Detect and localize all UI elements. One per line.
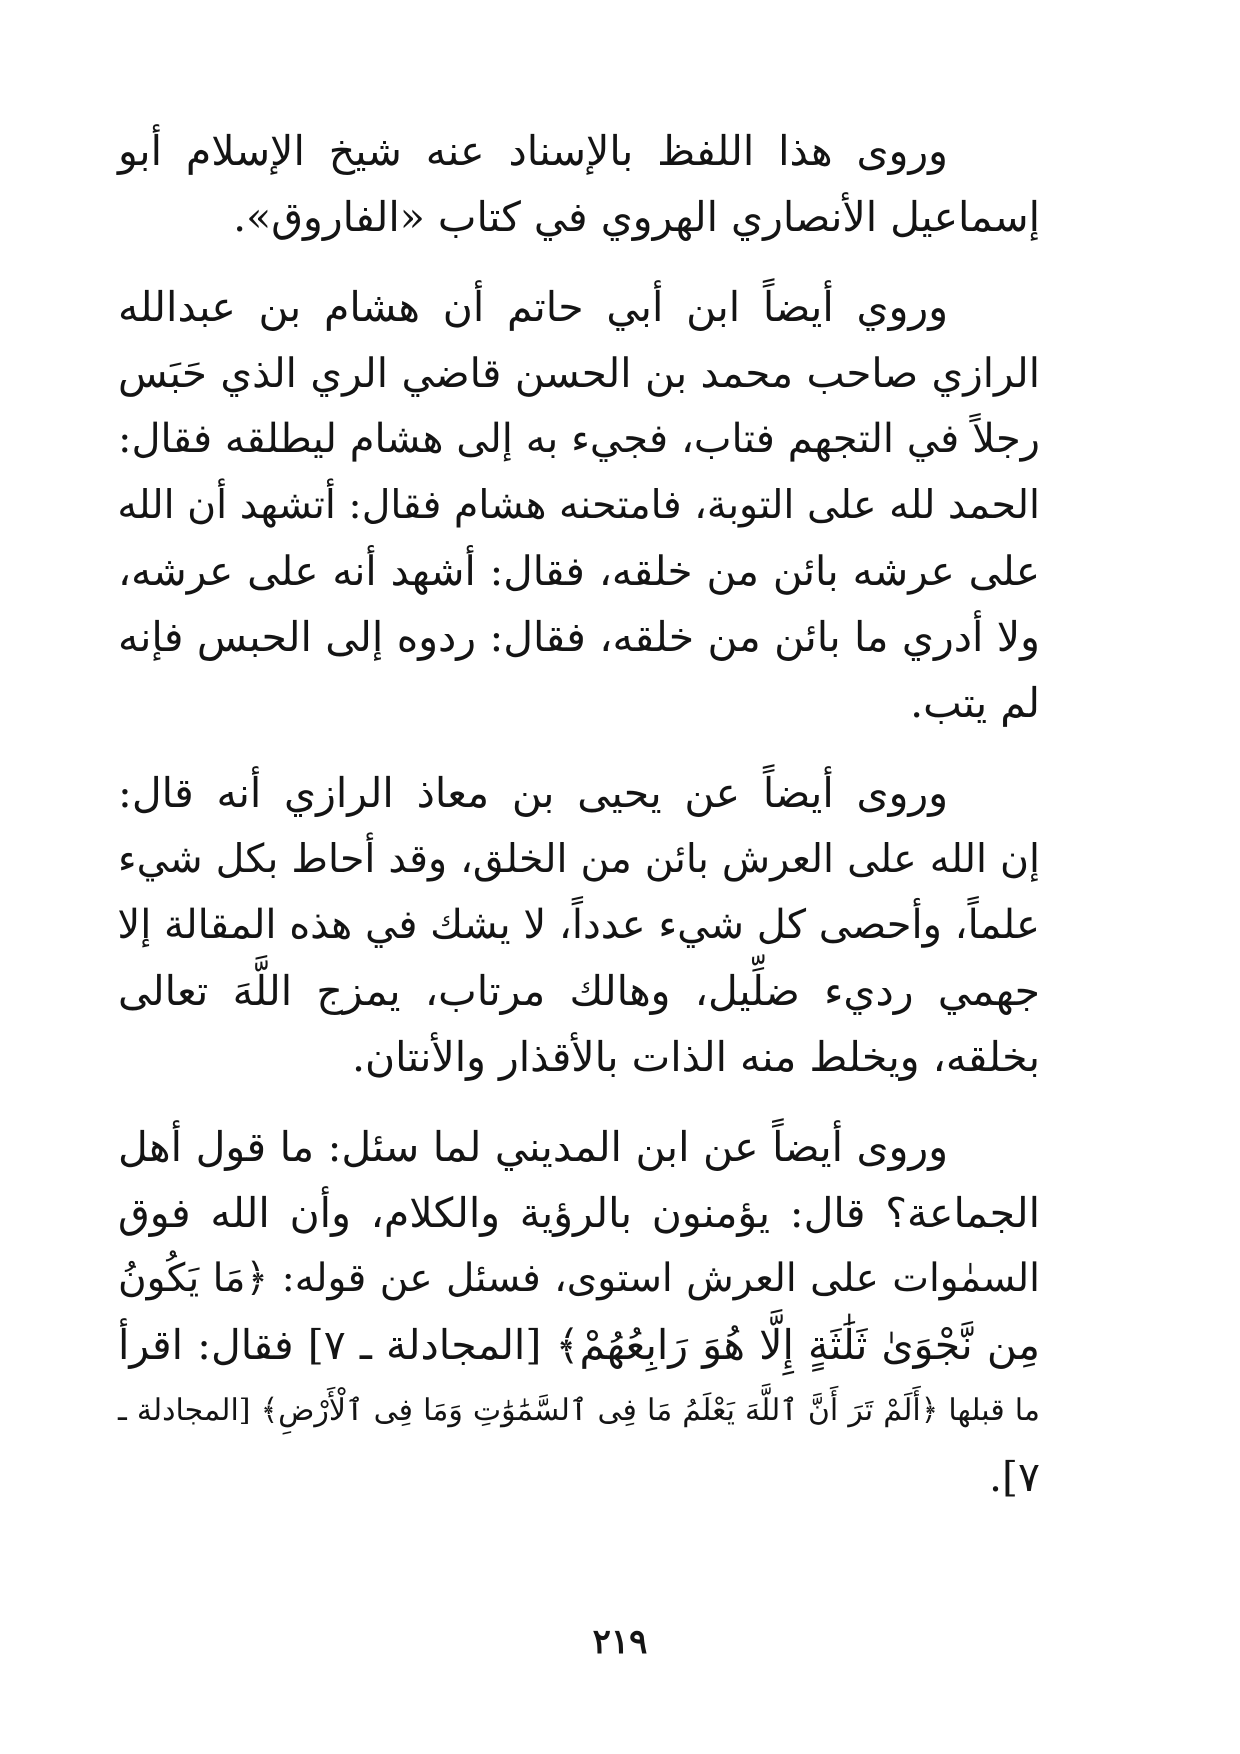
text-line: إسماعيل الأنصاري الهروي في كتاب «الفاروق».	[233, 193, 1040, 241]
text-body	[118, 118, 1040, 1534]
paragraph-4	[118, 1114, 1040, 1510]
quran-verse-line: ما قبلها ﴿أَلَمْ تَرَ أَنَّ ٱللَّهَ يَعْلَمُ مَا فِى ٱلسَّمَٰوَٰتِ وَمَا فِى ٱلْأَرْضِ﴾ [المجادلة ـ	[118, 1393, 1040, 1428]
text-line: وروى أيضاً عن ابن المديني لما سئل: ما قول أهل	[118, 1123, 948, 1171]
text-line: السمٰوات على العرش استوى، فسئل عن قوله: ﴿مَا يَكُونُ	[118, 1256, 1040, 1301]
text-line: لم يتب.	[910, 679, 1040, 727]
page-number: ٢١٩	[592, 1622, 648, 1662]
paragraph-3	[118, 760, 1040, 1090]
paragraph-2	[118, 274, 1040, 736]
text-line: ولا أدري ما بائن من خلقه، فقال: ردوه إلى الحبس فإنه	[118, 613, 1040, 661]
paragraph-1	[118, 118, 1040, 250]
quran-verse-line: مِن نَّجْوَىٰ ثَلَٰثَةٍ إِلَّا هُوَ رَابِعُهُمْ﴾ [المجادلة ـ ٧] فقال: اقرأ	[118, 1321, 1040, 1369]
text-line: وروى أيضاً عن يحيى بن معاذ الرازي أنه قال:	[118, 769, 948, 817]
text-line: بخلقه، ويخلط منه الذات بالأقذار والأنتان.	[351, 1033, 1040, 1081]
text-line: على عرشه بائن من خلقه، فقال: أشهد أنه على عرشه،	[118, 547, 1040, 595]
text-line: وروي أيضاً ابن أبي حاتم أن هشام بن عبدالله	[118, 283, 948, 331]
text-line: رجلاً في التجهم فتاب، فجيء به إلى هشام ليطلقه فقال:	[118, 416, 1040, 462]
text-line: وروى هذا اللفظ بالإسناد عنه شيخ الإسلام أبو	[118, 127, 948, 175]
text-line: جهمي رديء ضلِّيل، وهالك مرتاب، يمزج اللَّهَ تعالى	[118, 967, 1040, 1015]
text-line: الحمد لله على التوبة، فامتحنه هشام فقال: أتشهد أن الله	[117, 482, 1040, 528]
text-line: إن الله على العرش بائن من الخلق، وقد أحاط بكل شيء	[118, 836, 1040, 882]
text-line: الجماعة؟ قال: يؤمنون بالرؤية والكلام، وأن الله فوق	[118, 1189, 1040, 1237]
text-line: علماً، وأحصى كل شيء عدداً، لا يشك في هذه المقالة إلا	[117, 902, 1040, 948]
text-line: الرازي صاحب محمد بن الحسن قاضي الري الذي حَبَس	[118, 349, 1040, 397]
text-line: ٧].	[988, 1453, 1040, 1501]
